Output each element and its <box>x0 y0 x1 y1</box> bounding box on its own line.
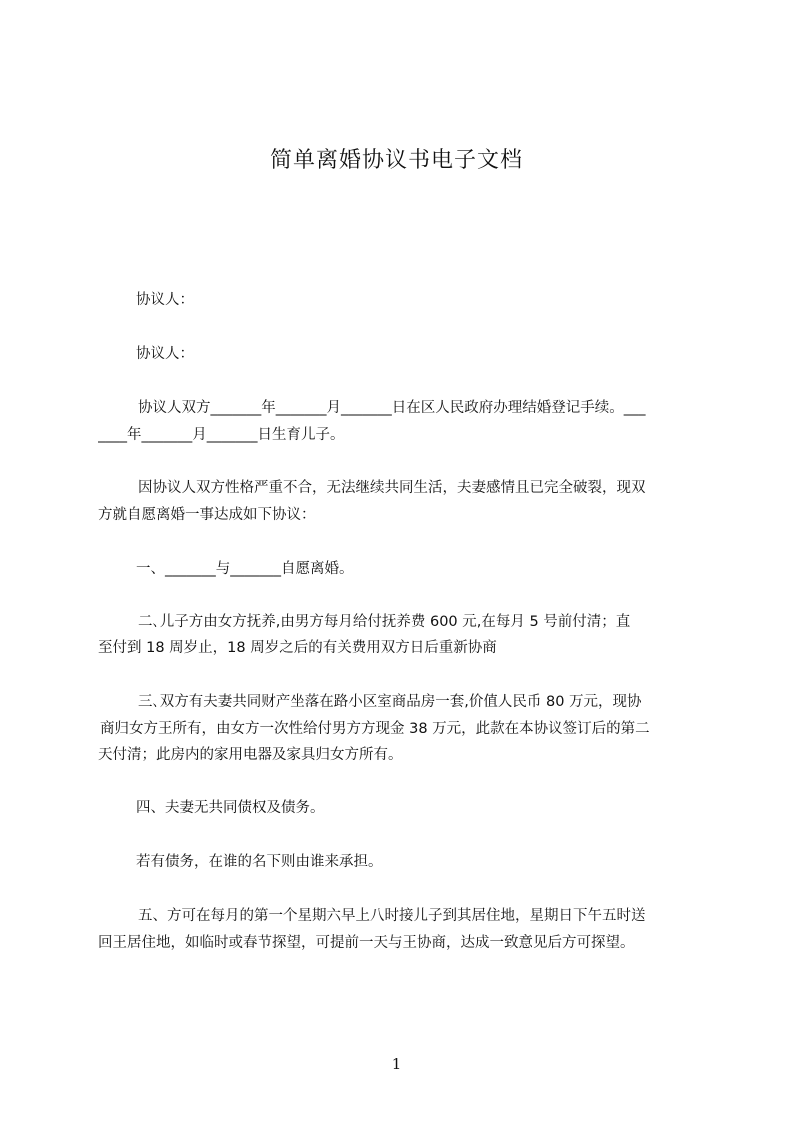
document-title: 简单离婚协议书电子文档 <box>269 148 523 173</box>
party-a-line: 协议人： <box>136 292 194 308</box>
clause-5-line-1: 五、方可在每月的第一个星期六早上八时接儿子到其居住地，星期日下午五时送 <box>138 908 646 924</box>
debt-note: 若有债务，在谁的名下则由谁来承担。 <box>136 854 383 870</box>
clause-3-line-3: 天付清；此房内的家用电器及家具归女方所有。 <box>98 747 403 763</box>
clause-5-line-2: 回王居住地，如临时或春节探望，可提前一天与王协商，达成一致意见后方可探望。 <box>98 935 635 951</box>
clause-4: 四、夫妻无共同债权及债务。 <box>136 800 325 816</box>
party-b-line: 协议人： <box>136 346 194 362</box>
page-number: 1 <box>391 1055 402 1073</box>
reason-line-1: 因协议人双方性格严重不合，无法继续共同生活，夫妻感情且已完全破裂，现双 <box>138 480 646 496</box>
clause-2-line-2: 至付到 18 周岁止，18 周岁之后的有关费用双方日后重新协商 <box>98 640 497 656</box>
marriage-info-line-2: ____年_______月_______日生育儿子。 <box>98 427 345 443</box>
marriage-info-line-1: 协议人双方_______年_______月_______日在区人民政府办理结婚登记手续。___ <box>138 400 646 416</box>
clause-3-line-2: 商归女方王所有，由女方一次性给付男方方现金 38 万元，此款在本协议签订后的第二 <box>100 721 650 737</box>
clause-1: 一、_______与_______自愿离婚。 <box>136 561 354 577</box>
clause-2-line-1: 二､儿子方由女方抚养,由男方每月给付抚养费 600 元,在每月 5 号前付清；直 <box>138 614 631 630</box>
clause-3-line-1: 三､双方有夫妻共同财产坐落在路小区室商品房一套,价值人民币 80 万元，现协 <box>138 694 642 710</box>
reason-line-2: 方就自愿离婚一事达成如下协议： <box>98 507 316 523</box>
